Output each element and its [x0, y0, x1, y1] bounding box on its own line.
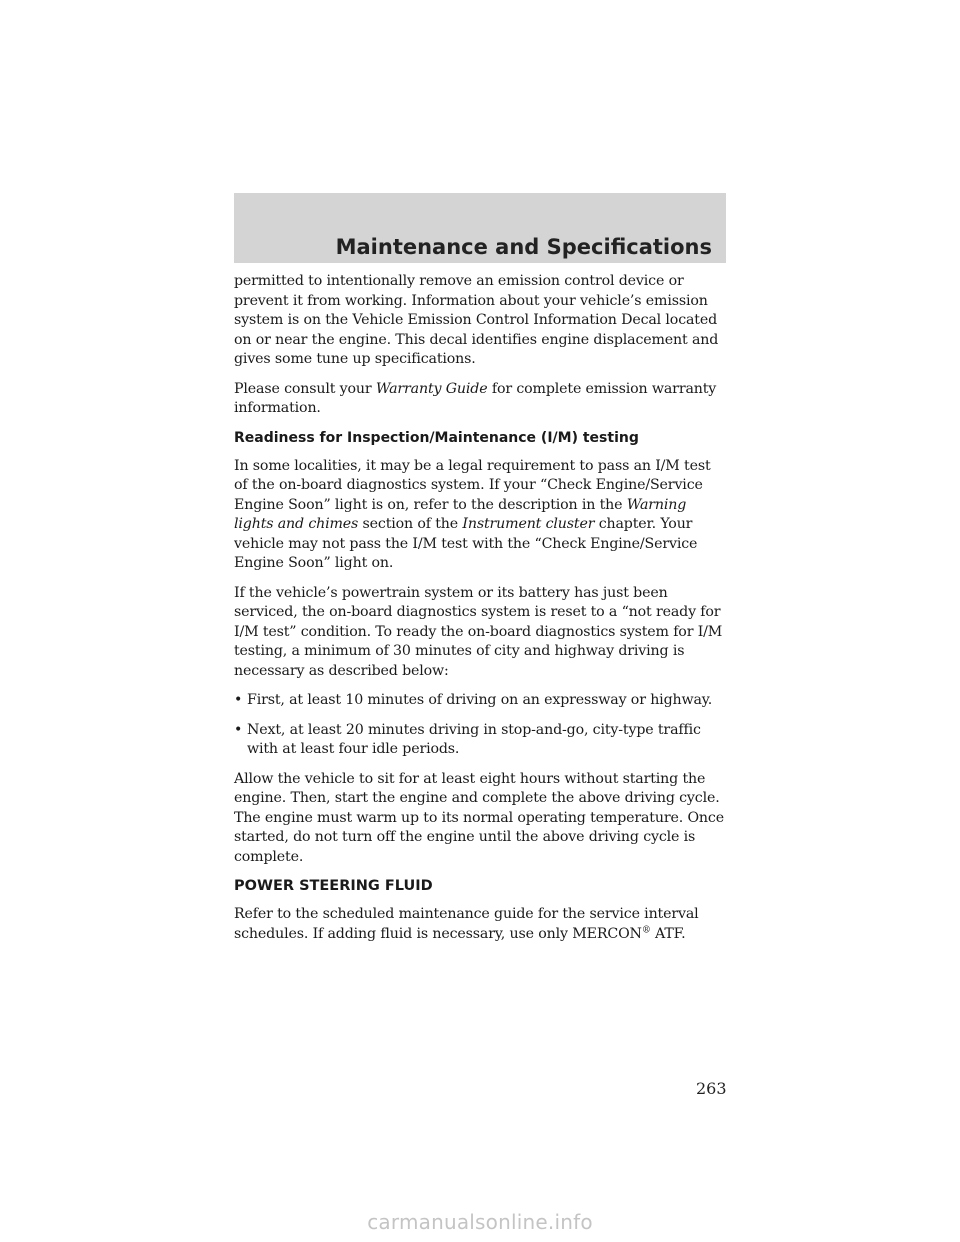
page-number: 263 [696, 1079, 727, 1098]
list-item [234, 721, 726, 760]
power-steering-text-a: Refer to the scheduled maintenance guide for the service interval schedules. If adding fluid is necessary, use only MERCON [234, 906, 699, 942]
section-title: Maintenance and Specifications [335, 235, 712, 259]
readiness-paragraph-1 [234, 457, 726, 574]
warranty-guide-reference: Warranty Guide [375, 380, 488, 397]
readiness-text-c: chapter. Your vehicle may not pass the I/M test with the “Check Engine/Service Engine Soon” light on. [234, 516, 698, 571]
page-content [234, 272, 726, 954]
watermark-text: carmanualsonline.info [367, 1210, 593, 1234]
readiness-text-b: section of the [358, 516, 463, 532]
bullet-icon: • [234, 692, 243, 708]
intro-paragraph: permitted to intentionally remove an emission control device or prevent it from working. Information about your vehicle’s emission system is on the Vehicle Emission Control Information Decal located on or near the engine. This decal identifies engine displacement and gives some tune up specifications. [234, 273, 719, 367]
power-steering-text-b: ATF. [650, 925, 686, 942]
section-header-band [234, 193, 726, 263]
power-steering-heading: POWER STEERING FLUID [234, 878, 433, 894]
warranty-text-after: for complete emission warranty information. [234, 380, 717, 416]
readiness-heading: Readiness for Inspection/Maintenance (I/M) testing [234, 429, 639, 446]
warning-lights-reference: Warning lights and chimes [234, 496, 687, 532]
list-item-text: First, at least 10 minutes of driving on an expressway or highway. [247, 692, 713, 708]
readiness-paragraph-2: If the vehicle’s powertrain system or its battery has just been serviced, the on-board diagnostics system is reset to a “not ready for I/M test” condition. To ready the on-board diagnostics system for I/M testing, a minimum of 30 minutes of city and highway driving is necessary as described below: [234, 584, 723, 679]
warranty-paragraph [234, 380, 726, 419]
power-steering-paragraph [234, 905, 726, 944]
driving-steps-list [234, 691, 726, 760]
bullet-icon: • [234, 721, 243, 738]
readiness-paragraph-3: Allow the vehicle to sit for at least eight hours without starting the engine. Then, start the engine and complete the above driving cycle. The engine must warm up to its normal operating temperature. Once started, do not turn off the engine until the above driving cycle is complete. [234, 770, 724, 865]
registered-mark: ® [641, 924, 651, 935]
readiness-text-a: In some localities, it may be a legal requirement to pass an I/M test of the on-board diagnostics system. If your “Check Engine/Service Engine Soon” light is on, refer to the description in the [234, 457, 711, 513]
list-item [234, 691, 726, 711]
instrument-cluster-reference: Instrument cluster [462, 516, 595, 532]
list-item-text: Next, at least 20 minutes driving in stop-and-go, city-type traffic with at least four idle periods. [247, 721, 701, 757]
warranty-text-before: Please consult your [234, 380, 376, 397]
